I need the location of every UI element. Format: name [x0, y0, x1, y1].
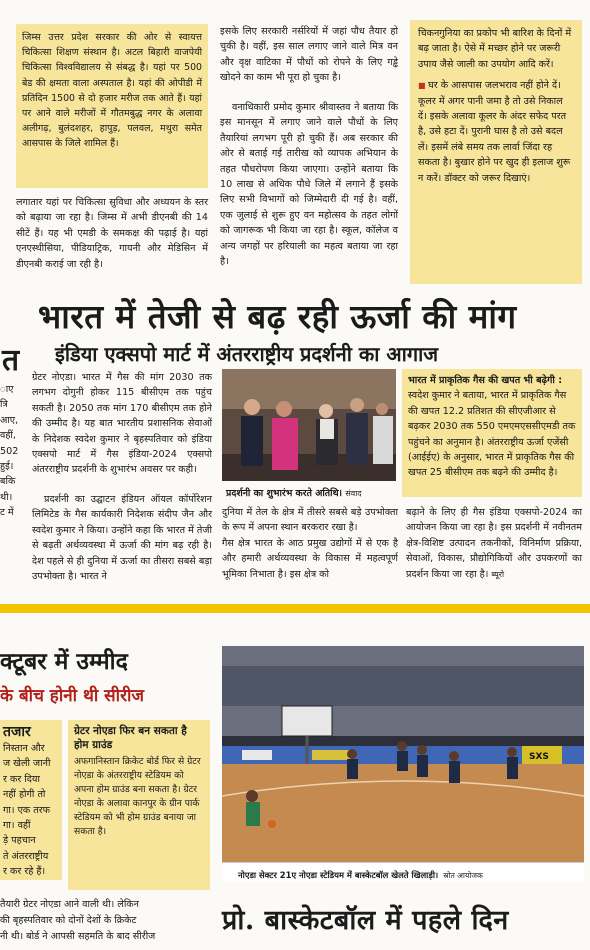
plantation-paragraph-1: इसके लिए सरकारी नर्सरियों में जहां पौध तैयार हो चुकी है। वहीं, इस साल लगाए जाने वाले मित्र वन और वृक्ष वाटिका में पौधों को रोपने के लिए गड्ढे खोदने का काम भी पूरा हो चुका है। — [220, 26, 398, 84]
aiims-info-box — [16, 24, 208, 188]
gas-consumption-box — [402, 369, 582, 497]
cricket-bottom-mid: की बृहस्पतिवार को दोनों देशों के क्रिकेट — [0, 915, 137, 926]
home-ground-box-text: अफगानिस्तान क्रिकेट बोर्ड फिर से ग्रेटर नोएडा के अंतरराष्ट्रीय स्टेडियम को अपना होम ग्राउंड बना सकता है। ग्रेटर नोएडा के अलावा कानपुर के ग्रीन पार्क स्टेडियम को भी होम ग्राउंड बनाया जा सकता है। — [74, 756, 201, 837]
cricket-left-box: तजार निस्तान और ज खेली जानी र कर दिया नहीं होगी तो गा। एक तरफ गा। वहीं ड़े पहचान ते अंतरराष्ट्रीय र कर रहे हैं। — [0, 720, 62, 880]
basketball-headline: प्रो. बास्केटबॉल में पहले दिन — [222, 905, 509, 936]
energy-subheadline: इंडिया एक्सपो मार्ट में अंतरराष्ट्रीय प्रदर्शनी का आगाज — [55, 342, 439, 366]
aiims-left-paragraph: लगातार यहां पर चिकित्सा सुविधा और अध्ययन के स्तर को बढ़ाया जा रहा है। जिम्स में अभी डीएनबी की 14 सीटें हैं। यह भी एमडी के समकक्ष की पढ़ाई है। यहां एनएस्थीसिया, पीडियाट्रिक, गायनी और मेडिसिन में डीएनबी कराई जा रही है। — [16, 197, 208, 270]
cricket-bottom-line: तैयारी ग्रेटर नोएडा आने वाली थी। लेकिन — [0, 899, 139, 910]
exhibition-caption-text: प्रदर्शनी का शुभारंभ करते अतिथि। — [226, 488, 343, 499]
energy-headline: भारत में तेजी से बढ़ रही ऊर्जा की मांग — [38, 297, 517, 336]
energy-col2: दुनिया में तेल के क्षेत्र में तीसरे सबसे बड़े उपभोक्ता के रूप में अपना स्थान बरकरार रखा है। गैस क्षेत्र भारत के आठ प्रमुख उद्योगों में से एक है और हमारी अर्थव्यवस्था के विकास में महत्वपूर्ण भूमिका निभाता है। इस क्षेत्र को — [222, 507, 398, 580]
plantation-paragraph-2: वनाधिकारी प्रमोद कुमार श्रीवास्तव ने बताया कि इस मानसून में लगाए जाने वाले पौधों के लिए तैयारियां लगभग पूरी हो चुकी हैं। अब सरकार की ओर से बताई गई तारीख को व्यापक अभियान के तहत पौधरोपण किया जाएगा। उन्होंने बताया कि 10 लाख से अधिक पौधे जिले में लगाने हैं इसके लिए सभी विभागों को जिम्मेदारी दी गई है। वहीं, एक जुलाई से शुरू हुए वन महोत्सव के तहत लोगों को जागरूक भी किया जा रहा है। स्कूल, कॉलेज व अन्य जगहों पर हरियाली का महत्व बताया जा रहा है। — [220, 102, 398, 268]
exhibition-photo — [222, 369, 396, 481]
gas-box-title: भारत में प्राकृतिक गैस की खपत भी बढ़ेगी : — [408, 375, 563, 386]
cricket-bottom-line-2 — [0, 913, 214, 928]
cricket-home-ground-box — [68, 720, 210, 890]
basketball-caption-credit: स्रोत आयोजक — [443, 871, 483, 880]
cricket-headline: क्टूबर में उम्मीद — [0, 648, 128, 675]
basketball-photo — [222, 646, 584, 862]
banner-sxs: SXS — [529, 752, 549, 762]
exhibition-photo-caption — [226, 486, 398, 499]
exhibition-photo-illustration — [222, 369, 396, 481]
cricket-bottom-line-3: नी थी। बोर्ड ने आपसी सहमति के बाद सीरीज — [0, 931, 156, 942]
health-tips-box — [410, 20, 582, 284]
basketball-court-illustration — [222, 646, 584, 862]
cricket-subheadline: के बीच होनी थी सीरीज — [0, 686, 145, 706]
exhibition-caption-credit: संवाद — [345, 489, 362, 498]
section-divider — [0, 604, 590, 613]
energy-col1-para2: प्रदर्शनी का उद्घाटन इंडियन ऑयल कॉर्पोरेशन लिमिटेड के गैस कार्यकारी निदेशक संदीप जैन और स्वदेश कुमार ने किया। उन्होंने कहा कि भारत में तेजी से बढ़ती अर्थव्यवस्था में ऊर्जा की मांग बढ़ रही है। देश पहले से ही दुनिया में ऊर्जा का तीसरा सबसे बड़ा उपभोक्ता है। भारत ने — [32, 494, 212, 583]
energy-col1-para1: ग्रेटर नोएडा। भारत में गैस की मांग 2030 तक लगभग दोगुनी होकर 115 बीसीएम तक पहुंच सकती है। 2050 तक मांग 170 बीसीएम तक होने की उम्मीद है। यह बात भारतीय प्रशासनिक सेवाओं के निदेशक स्वदेश कुमार ने बृहस्पतिवार को इंडिया एक्सपो मार्ट में गैस इंडिया-2024 एक्सपो अंतरराष्ट्रीय प्रदर्शनी के शुभारंभ अवसर पर कही। — [32, 372, 212, 476]
health-tips-text: चिकनगुनिया का प्रकोप भी बारिश के दिनों में बढ़ जाता है। ऐसे में मच्छर होने पर जरूरी उपाय जैसे जाली का उपयोग आदि करें। — [418, 28, 572, 70]
health-tips-bullet: ■ घर के आसपास जलभराव नहीं होने दें। कूलर में अगर पानी जमा है तो उसे निकाल दें। इसके अलावा कूलर के अंदर सफेद परत है, उसे हटा दें। पुरानी घास है तो उसे बदल लें। इसमें लंबे समय तक लार्वा जिंदा रह सकता है। बुखार होने पर खुद ही इलाज शुरू न करें। डॉक्टर को जरूर दिखाएं। — [418, 78, 574, 186]
aiims-box-text: जिम्स उत्तर प्रदेश सरकार की ओर से स्वायत्त चिकित्सा शिक्षण संस्थान है। अटल बिहारी वाजपेयी चिकित्सा विश्वविद्यालय से संबद्ध है। यहां पर 500 बेड की क्षमता वाला अस्पताल है। यहां की ओपीडी में प्रतिदिन 1500 से दो हजार मरीज तक आते हैं। यहां पर आने वाले मरीजों में गौतमबुद्ध नगर के अलावा अलीगढ़, बुलंदशहर, हापुड़, पलवल, मथुरा समेत आसपास के जिले शामिल हैं। — [22, 32, 202, 150]
energy-col3 — [406, 505, 582, 582]
energy-col3-text: बढ़ाने के लिए ही गैस इंडिया एक्सपो-2024 का आयोजन किया जा रहा है। इस प्रदर्शनी में नवीनतम क्षेत्र-विशिष्ट उत्पादन तकनीकों, विनिर्माण प्रक्रिया, सेवाओं, विकास, प्रौद्योगिकियों और उपकरणों का प्रदर्शन किया जा रहा है। — [406, 507, 582, 580]
left-edge-letter: त — [2, 343, 20, 378]
left-edge-column: ाए त्रि आए, वहीं, 502 हुई। बकि थी। ट में — [0, 384, 18, 519]
basketball-caption-text: नोएडा सेक्टर 21ए नोएडा स्टेडियम में बास्केटबॉल खेलते खिलाड़ी। — [238, 870, 439, 880]
basketball-caption-bar — [222, 862, 584, 882]
energy-col3-credit: ब्यूरो — [491, 569, 505, 579]
gas-box-text: स्वदेश कुमार ने बताया, भारत में प्राकृतिक गैस की खपत 12.2 प्रतिशत की सीएजीआर से बढ़कर 2030 तक 550 एमएमएससीएमडी तक पहुंचने का अनुमान है। अंतरराष्ट्रीय ऊर्जा एजेंसी (आईईए) के अनुसार, भारत में प्राकृतिक गैस की खपत 25 बीसीएम तक बढ़ने की उम्मीद है। — [408, 390, 576, 479]
cricket-left-box-title: तजार — [3, 724, 31, 740]
home-ground-box-title: ग्रेटर नोएडा फिर बन सकता है होम ग्राउंड — [74, 725, 187, 751]
